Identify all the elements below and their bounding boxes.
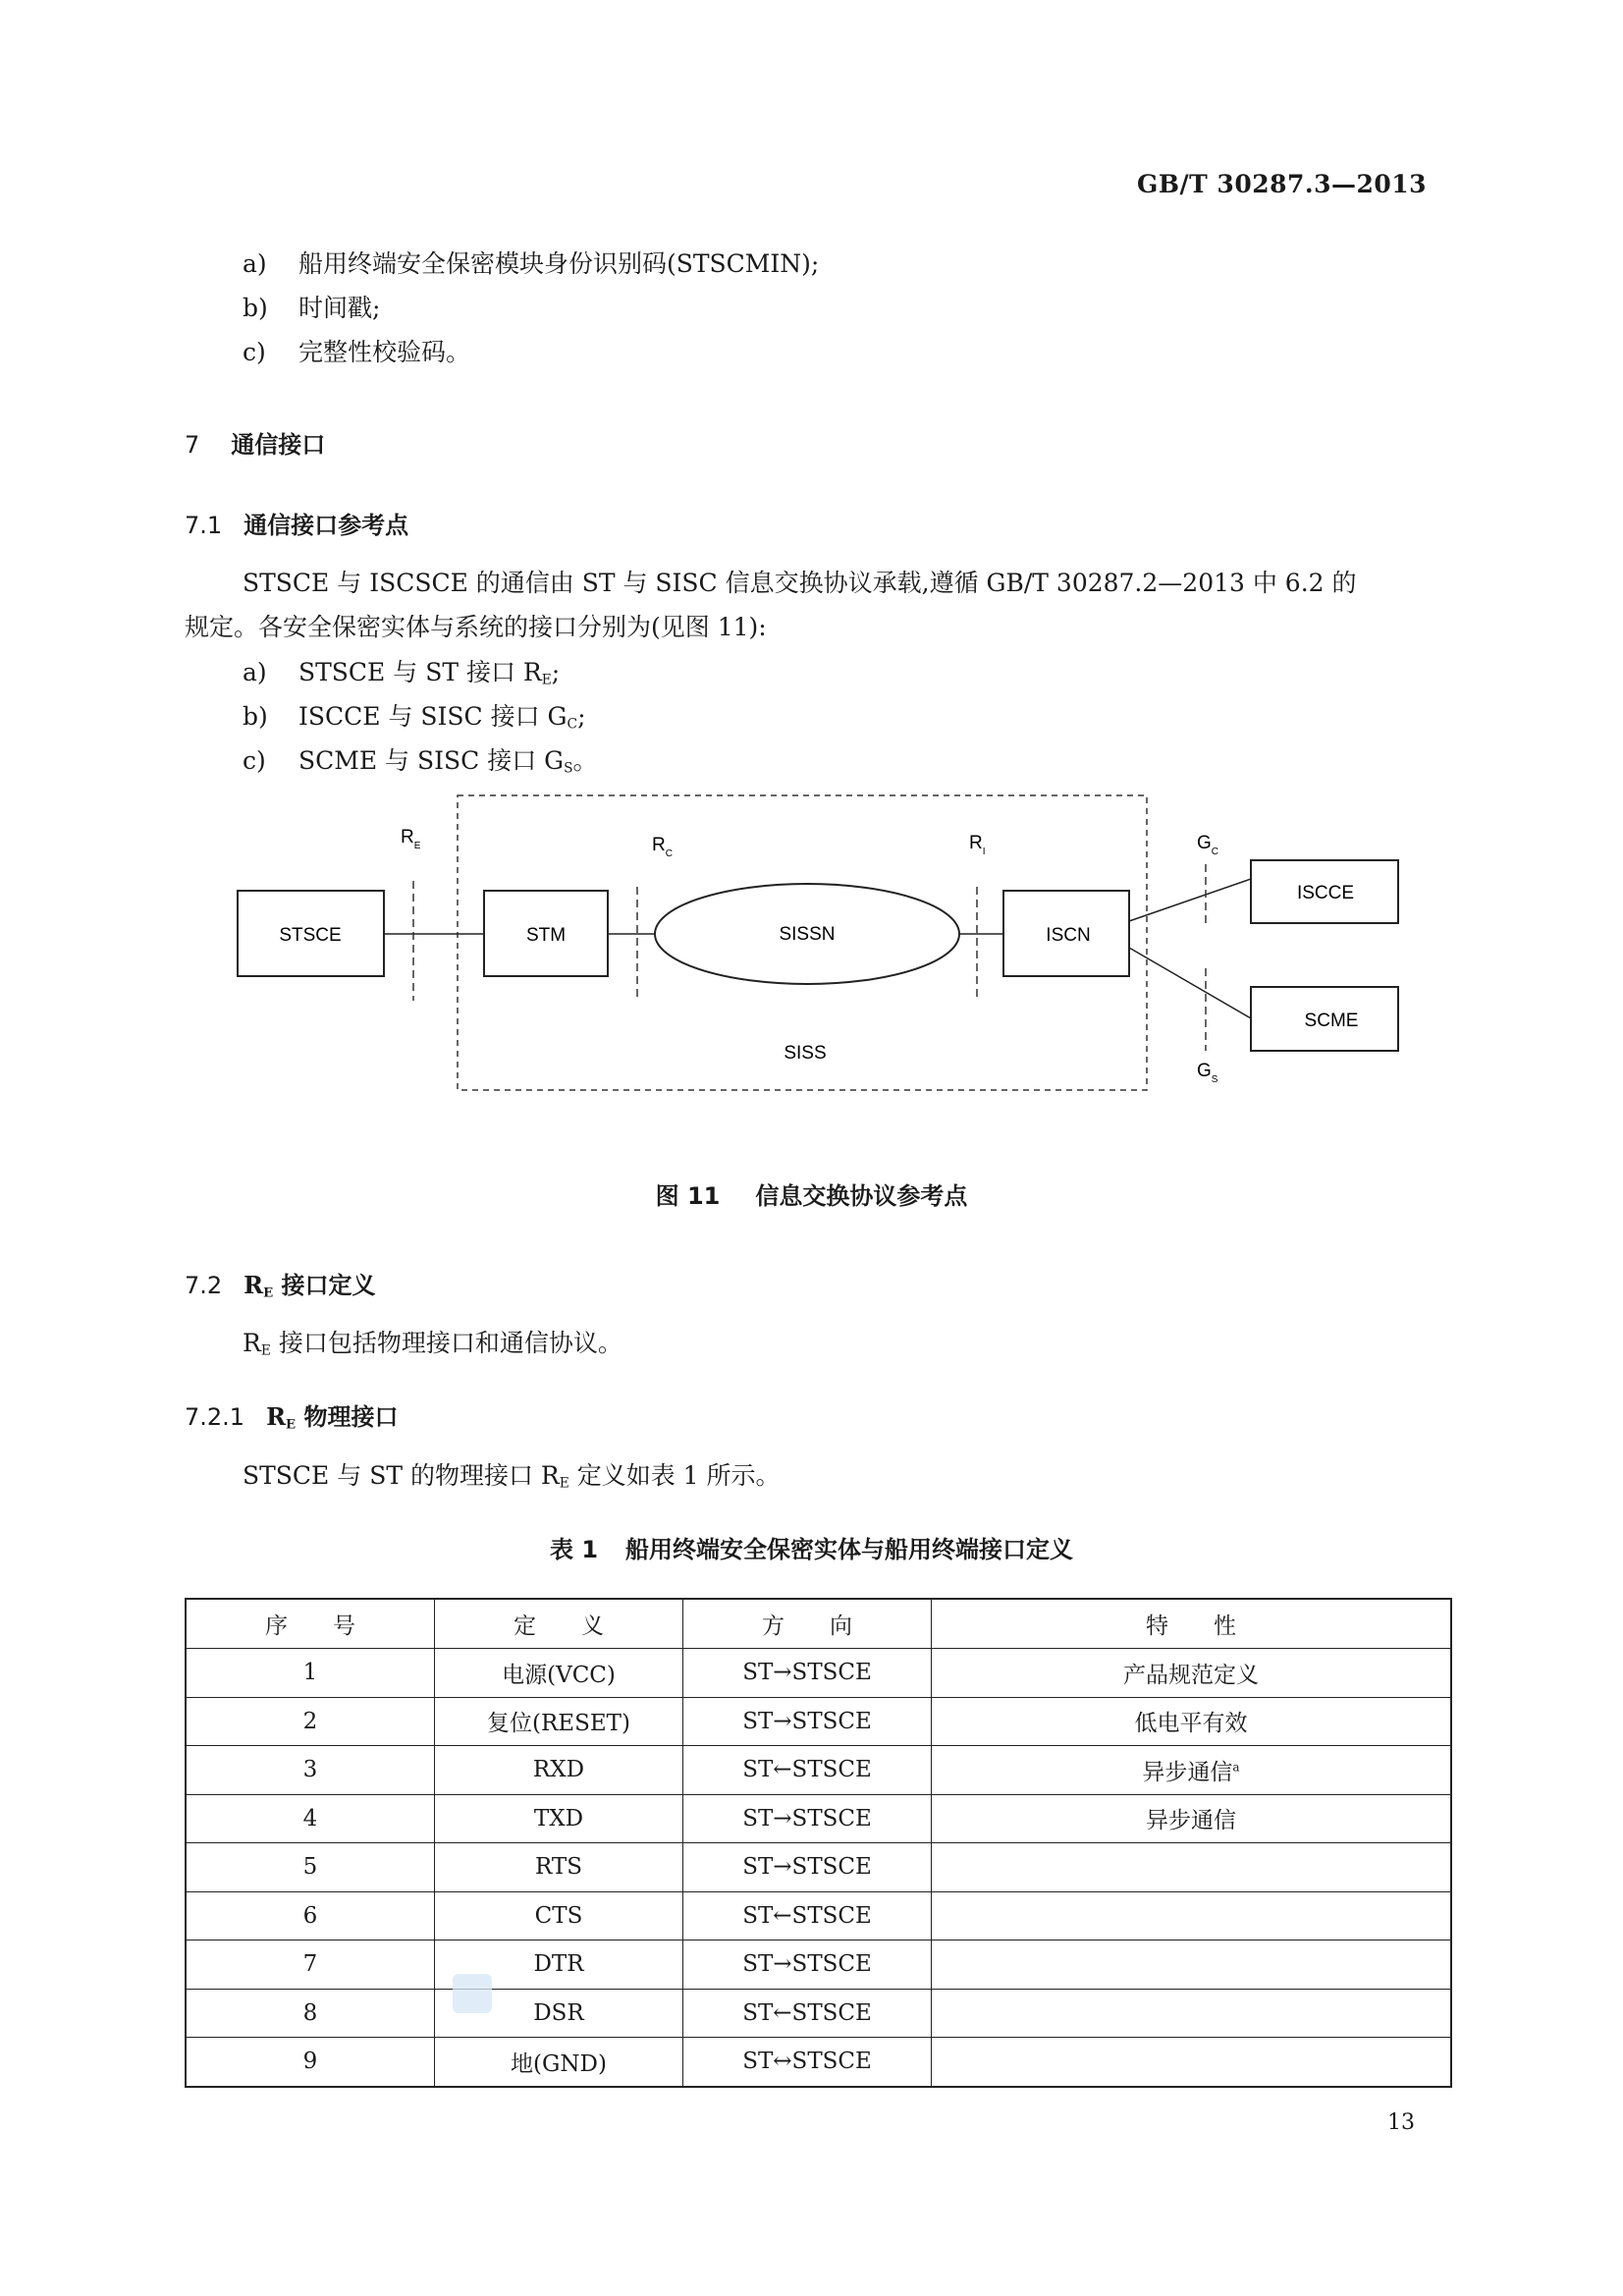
cell-definition: 电源(VCC) [435, 1649, 683, 1698]
cell-characteristic [932, 1941, 1452, 1990]
scme-label: SCME [1304, 1011, 1359, 1031]
cell-definition: DSR [435, 1989, 683, 2038]
cell-no: 6 [186, 1891, 435, 1941]
cell-direction: ST←STSCE [683, 1989, 932, 2038]
section-heading-7-2: 7.2 $R_E$ 接口定义 [185, 1271, 376, 1301]
cell-direction: ST→STSCE [683, 1794, 932, 1843]
cell-direction: ST→STSCE [683, 1649, 932, 1698]
table-caption: 表 1 船用终端安全保密实体与船用终端接口定义 [549, 1536, 1074, 1563]
list-item: b) ISCCE 与 SISC 接口 $G_C$; [243, 702, 586, 733]
ref-label-re: $R_E$ [401, 827, 421, 851]
cell-no: 3 [186, 1746, 435, 1795]
paragraph-line: STSCE 与 ST 的物理接口 $R_E$ 定义如表 1 所示。 [243, 1461, 781, 1492]
siss-label: SISS [784, 1043, 827, 1064]
cell-characteristic: 产品规范定义 [932, 1649, 1452, 1698]
cell-direction: ST←STSCE [683, 1746, 932, 1795]
cell-characteristic: 异步通信 [932, 1794, 1452, 1843]
cell-direction: ST←STSCE [683, 1891, 932, 1941]
page-number: 13 [1387, 2110, 1415, 2135]
table-row [186, 1891, 1451, 1941]
cell-definition: RXD [435, 1746, 683, 1795]
cell-no: 5 [186, 1843, 435, 1892]
list-item: c) SCME 与 SISC 接口 $G_S$。 [243, 746, 598, 777]
cell-definition: CTS [435, 1891, 683, 1941]
table-row [186, 1941, 1451, 1990]
cell-characteristic [932, 1843, 1452, 1892]
sissn-label: SISSN [779, 924, 836, 945]
list-item: a) 船用终端安全保密模块身份识别码(STSCMIN); [243, 249, 820, 278]
table-header-row [186, 1599, 1451, 1649]
iscn-label: ISCN [1046, 925, 1091, 946]
paragraph-line: $R_E$ 接口包括物理接口和通信协议。 [243, 1329, 622, 1359]
paragraph-line: STSCE 与 ISCSCE 的通信由 ST 与 SISC 信息交换协议承载,遵循 GB/T 30287.2—2013 中 6.2 的 [243, 569, 1357, 597]
list-item: b) 时间戳; [243, 294, 381, 322]
watermark-logo [453, 1974, 492, 2013]
cell-definition: RTS [435, 1843, 683, 1892]
header-cell: 特 性 [932, 1599, 1452, 1649]
list-item: c) 完整性校验码。 [243, 338, 471, 366]
cell-no: 8 [186, 1989, 435, 2038]
cell-definition: 地(GND) [435, 2038, 683, 2087]
cell-direction: ST→STSCE [683, 1843, 932, 1892]
cell-characteristic [932, 1891, 1452, 1941]
cell-no: 7 [186, 1941, 435, 1990]
table-row [186, 1989, 1451, 2038]
cell-characteristic [932, 1989, 1452, 2038]
cell-direction: ST→STSCE [683, 1941, 932, 1990]
table-row [186, 1746, 1451, 1795]
interface-definition-table [185, 1598, 1452, 2088]
header-cell: 定 义 [435, 1599, 683, 1649]
footnote-mark: a [1232, 1760, 1240, 1775]
stm-label: STM [525, 925, 567, 946]
cell-characteristic: 异步通信$^a$ [932, 1746, 1452, 1795]
cell-direction: ST↔STSCE [683, 2038, 932, 2087]
ref-label-gc: $G_C$ [1197, 833, 1219, 857]
ref-label-gs: $G_S$ [1197, 1061, 1218, 1085]
header-cell: 序 号 [186, 1599, 435, 1649]
ref-label-ri: $R_I$ [969, 833, 986, 857]
table-row [186, 1794, 1451, 1843]
cell-direction: ST→STSCE [683, 1697, 932, 1746]
reference-point-diagram [0, 776, 1623, 1110]
ref-label-rc: $R_C$ [652, 835, 673, 859]
table-row [186, 1697, 1451, 1746]
section-heading-7: 7 通信接口 [185, 431, 326, 459]
cell-no: 9 [186, 2038, 435, 2087]
section-heading-7-1: 7.1 通信接口参考点 [185, 512, 409, 539]
section-heading-7-2-1: 7.2.1 $R_E$ 物理接口 [185, 1402, 399, 1433]
cell-definition: 复位(RESET) [435, 1697, 683, 1746]
list-item: a) STSCE 与 ST 接口 $R_E$; [243, 658, 561, 688]
paragraph-line: 规定。各安全保密实体与系统的接口分别为(见图 11): [185, 613, 767, 641]
figure-caption: 图 11 信息交换协议参考点 [655, 1182, 968, 1210]
cell-no: 4 [186, 1794, 435, 1843]
cell-definition: TXD [435, 1794, 683, 1843]
cell-no: 2 [186, 1697, 435, 1746]
iscce-label: ISCCE [1296, 883, 1355, 903]
standard-number: GB/T 30287.3—2013 [1137, 170, 1428, 198]
cell-characteristic: 低电平有效 [932, 1697, 1452, 1746]
cell-no: 1 [186, 1649, 435, 1698]
table-row [186, 1649, 1451, 1698]
stsce-label: STSCE [279, 925, 342, 946]
header-cell: 方 向 [683, 1599, 932, 1649]
cell-definition: DTR [435, 1941, 683, 1990]
cell-characteristic [932, 2038, 1452, 2087]
table-row [186, 1843, 1451, 1892]
table-row [186, 2038, 1451, 2087]
